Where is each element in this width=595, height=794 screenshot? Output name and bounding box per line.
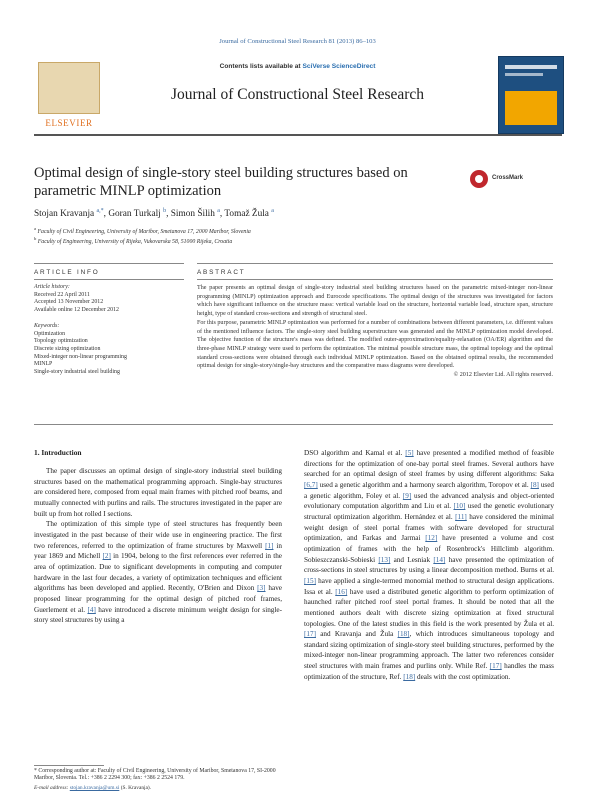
affiliation-sup: a xyxy=(34,226,37,231)
journal-title: Journal of Constructional Steel Research xyxy=(170,86,425,103)
author-sup: b xyxy=(163,208,167,214)
footnote-rule xyxy=(34,765,104,766)
reference-link[interactable]: [18] xyxy=(403,672,416,681)
history-item: Available online 12 December 2012 xyxy=(34,307,119,314)
abstract-bottom-rule xyxy=(34,424,553,425)
reference-link[interactable]: [5] xyxy=(405,449,414,457)
reference-link[interactable]: [13] xyxy=(378,555,391,564)
reference-link[interactable]: [8] xyxy=(530,480,539,489)
section-heading: 1. Introduction xyxy=(34,448,82,457)
article-info xyxy=(34,284,179,377)
keyword: Discrete sizing optimization xyxy=(34,345,101,352)
keyword: Optimization xyxy=(34,330,66,337)
publisher-logo-text: ELSEVIER xyxy=(45,118,93,128)
abstract-rule xyxy=(197,263,553,264)
affiliation xyxy=(34,226,554,235)
article-info-rule xyxy=(34,263,184,264)
keyword: MINLP xyxy=(34,361,53,368)
reference-link[interactable]: [12] xyxy=(425,534,438,543)
body-paragraph: The optimization of this simple type of steel structures has frequently been investigated in the past because of their wide use in engineering practice. The first two references, referred to the optimization of frame structures by Maxwell [1] in year 1869 and Michell [2] in 1904, belong to the first references ever referred in the area of optimization. Due to significant developments in computing and computer hardware in the last four decades, a variety of optimization techniques and efficient algorithms has been developed and applied. Recently, O'Brien and Dixon [3] have proposed linear programming for the optimal design of pitched roof frames, Guerlement et al. [4] have introduced a discrete minimum weight design for single-story steel structures by using a xyxy=(34,520,282,625)
footnote xyxy=(34,768,282,783)
keyword: Single-story industrial steel building xyxy=(34,369,120,376)
article-info-rule xyxy=(34,279,184,280)
reference-link[interactable]: [14] xyxy=(433,555,446,564)
abstract-label: ABSTRACT xyxy=(197,269,246,276)
affiliation-text: Faculty of Civil Engineering, University of Maribor, Smetanova 17, 2000 Maribor, Slovenia xyxy=(37,228,251,235)
email-suffix: (S. Kravanja). xyxy=(120,785,152,791)
email-label: E-mail address: xyxy=(34,785,69,791)
history-heading: Article history: xyxy=(34,284,70,290)
journal-cover-image xyxy=(498,56,564,134)
footnote-text: * Corresponding author at: Faculty of Civil Engineering, University of Maribor, Smetanova 17, SI-2000 Maribor, Slovenia. Tel.: +386 2 2294 300; fax: +386 2 2524 179. xyxy=(34,768,276,782)
footnote-email xyxy=(34,785,282,792)
affiliation xyxy=(34,236,554,245)
body-paragraph: DSO algorithm and Kamal et al. [5] have presented a modified method of feasible directions for the optimization of one-bay portal steel frames. Several authors have searched for an optimal design of steel frames by using different algorithms: Saka [6,7] used a genetic algorithm and a harmony search algorithm, Toropov et al. [8] used a genetic algorithm, Foley et al. [9] used the advanced analysis and object-oriented evolutionary computation algorithm and Liu et al. [10] used the genetic evolutionary structural optimization algorithm. Hernández et al. [11] have considered the minimal weight design of steel portal frames with software developed for structural optimization, and Farkas and Jarmai [12] have presented a volume and cost optimization of frames with the help of Rosenbrock's Hillclimb algorithm. Sobieszczanski-Sobieski [13] and Lesniak [14] have presented the optimization of cross-sections in steel structures by using a linear decomposition method. Burns et al. [15] have applied a single-termed monomial method to structural design applications. Issa et al. [16] have used a distributed genetic algorithm to perform optimization of haunched rafter pitched roof steel portal frames. It should be noted that all the mentioned authors dealt with discrete sizing optimization at fixed structural topologies. One of the latest studies in this field is the work presented by Žula et al. [17] and Kravanja and Žula [18], which introduces simultaneous topology and standard sizing optimization of single-story steel building structures, performed by the mixed-integer non-linear programming approach. The latter two references consider steel structures with main frames and purlins only. While Ref. [17] handles the mass optimization of the structure, Ref. [18] deals with the cost optimization. xyxy=(304,449,554,681)
reference-link[interactable]: [9] xyxy=(402,491,412,500)
reference-link[interactable]: [17] xyxy=(304,630,316,639)
contents-prefix: Contents lists available at xyxy=(219,63,303,70)
author-sup: a xyxy=(217,208,220,214)
author-name[interactable]: Simon Šilih xyxy=(170,209,215,220)
abstract-paragraph: The paper presents an optimal design of single-story industrial steel building structures based on the parametric mixed-integer non-linear programming (MINLP) optimization approach and Eurocode specifications. The optimal design of the structures was investigated for factors which have significant influence on the structure mass: vertical variable load on the structure, horizontal variable load, structure span, structure height, type of standard cross-sections and strength of structural steel. xyxy=(197,285,553,318)
reference-link[interactable]: [4] xyxy=(87,605,96,614)
elsevier-tree-icon xyxy=(38,62,100,114)
history-item: Accepted 13 November 2012 xyxy=(34,299,104,306)
email-link[interactable]: stojan.kravanja@um.si xyxy=(69,785,120,791)
article-title: Optimal design of single-story steel building structures based on parametric MINLP optimization xyxy=(34,165,408,199)
article-info-label: ARTICLE INFO xyxy=(34,269,100,276)
publisher-logo xyxy=(34,56,104,132)
crossmark-icon xyxy=(470,170,488,188)
body-paragraph: The paper discusses an optimal design of single-story industrial steel building structures based on the mathematical programming approach. Single-bay structures are considered here, composed from equal main frames with pitched roof beams, and mutually connected with purlins and rails. The structures investigated in the paper are built up from hot rolled I sections. xyxy=(34,467,282,518)
contents-available xyxy=(110,63,485,70)
reference-link[interactable]: [15] xyxy=(304,576,316,585)
affiliation-sup: b xyxy=(34,236,37,241)
author-sup: a,* xyxy=(96,208,104,214)
author-name[interactable]: Tomaž Žula xyxy=(224,209,269,220)
keyword: Topology optimization xyxy=(34,338,88,345)
keywords-heading: Keywords: xyxy=(34,322,60,329)
author-name[interactable]: Goran Turkalj xyxy=(108,209,161,220)
header-divider xyxy=(34,134,562,136)
crossmark-label: CrossMark xyxy=(492,175,524,181)
reference-link[interactable]: [3] xyxy=(257,584,266,593)
abstract-rule xyxy=(197,279,553,280)
keyword: Mixed-integer non-linear programming xyxy=(34,353,127,360)
reference-link[interactable]: [2] xyxy=(102,552,111,561)
affiliation-text: Faculty of Engineering, University of Rijeka, Vukovarska 58, 51000 Rijeka, Croatia xyxy=(37,238,233,245)
abstract-copyright: © 2012 Elsevier Ltd. All rights reserved. xyxy=(453,372,553,379)
reference-link[interactable]: [16] xyxy=(335,587,348,596)
author-list: Stojan Kravanja $^{a,*}$, Goran Turkalj $^b$, Simon Šilih $^a$, Tomaž Žula $^a$ xyxy=(34,208,274,220)
abstract-paragraph: For this purpose, parametric MINLP optimization was performed for a number of combinations between different parameters, i.e. different values of the mentioned influence factors. The single-story steel building superstructure was generated and the MINLP optimization model developed. The objective function of the structure's mass was defined. The modified outer-approximation/equality-relaxation (OA/ER) algorithm and the three-phase MINLP strategy were used to perform the optimization. The minimal possible structure mass, the optimal topology and the optimal standard cross-sections were obtained through each individual MINLP optimization. Based on the obtained optimal results, the recommended optimal design for single-story/single-bay structures and the comparative mass diagrams were developed. xyxy=(197,319,553,370)
reference-link[interactable]: [11] xyxy=(455,512,467,521)
sciencedirect-link[interactable]: SciVerse ScienceDirect xyxy=(302,63,376,70)
journal-citation: Journal of Constructional Steel Research 81 (2013) 86–103 xyxy=(219,38,376,45)
reference-link[interactable]: [6,7] xyxy=(304,480,318,489)
body-column-right xyxy=(304,448,554,682)
crossmark-button[interactable] xyxy=(470,170,560,190)
body-column-left xyxy=(34,466,282,626)
author-sup: a xyxy=(271,208,274,214)
reference-link[interactable]: [10] xyxy=(453,502,466,511)
abstract-body xyxy=(197,284,553,380)
reference-link[interactable]: [1] xyxy=(265,541,274,550)
history-item: Received 22 April 2011 xyxy=(34,291,90,298)
reference-link[interactable]: [17] xyxy=(489,662,502,671)
reference-link[interactable]: [18] xyxy=(397,630,410,639)
author-name[interactable]: Stojan Kravanja xyxy=(34,209,95,220)
